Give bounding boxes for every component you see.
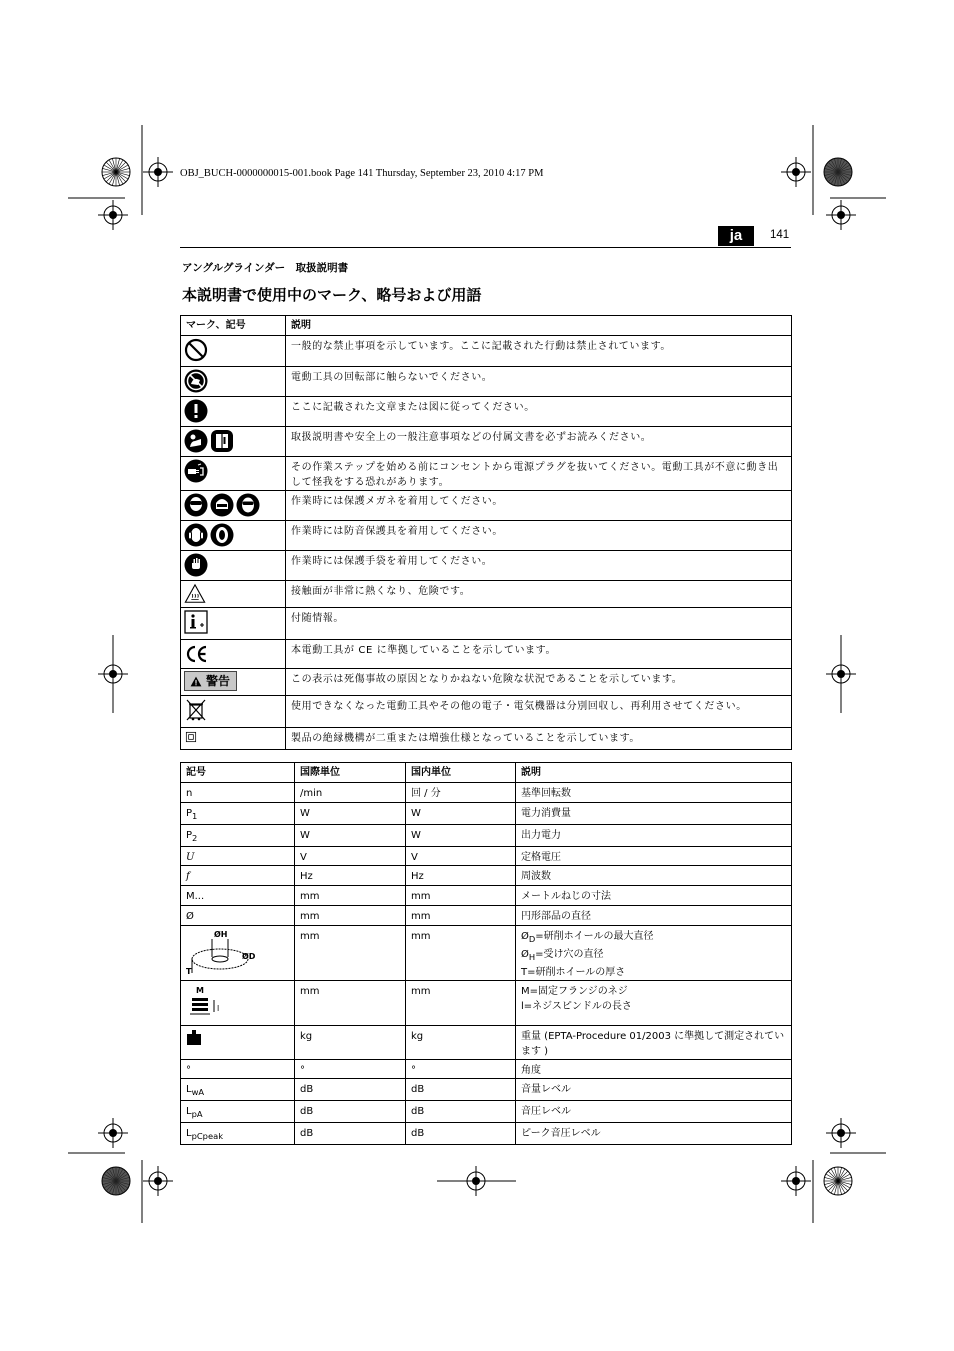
symbols-description-cell: 取扱説明書や安全上の一般注意事項などの付属文書を必ずお読みください。 xyxy=(286,427,792,457)
registration-crosshair xyxy=(143,157,173,187)
registration-crosshair xyxy=(826,1118,856,1148)
unit-symbol: M... xyxy=(186,891,205,902)
document-title: アングルグラインダー 取扱説明書 xyxy=(182,262,349,274)
symbols-row xyxy=(181,427,792,457)
units-symbol-cell xyxy=(181,1101,295,1123)
units-symbol-cell xyxy=(181,866,295,886)
line-text: T=研削ホイールの厚さ xyxy=(521,967,626,978)
symbols-description-cell: 作業時には保護手袋を着用してください。 xyxy=(286,551,792,581)
registration-crosshair xyxy=(461,1166,491,1196)
hot-surface-icon xyxy=(184,583,206,605)
registration-crosshair xyxy=(826,659,856,689)
units-domestic-cell: W xyxy=(406,825,516,847)
read-manual-icon xyxy=(184,429,208,453)
description-line xyxy=(521,947,786,965)
units-domestic-cell: mm xyxy=(406,886,516,906)
description-line xyxy=(521,999,786,1014)
language-badge: ja xyxy=(718,226,754,246)
units-domestic-cell: ° xyxy=(406,1060,516,1079)
spindle-label-thread: M xyxy=(196,986,204,995)
units-row xyxy=(181,1101,792,1123)
units-row xyxy=(181,783,792,803)
units-domestic-cell: 回 / 分 xyxy=(406,783,516,803)
units-row xyxy=(181,866,792,886)
units-domestic-cell: mm xyxy=(406,926,516,981)
units-domestic-cell: dB xyxy=(406,1123,516,1145)
units-description-cell: 音量レベル xyxy=(516,1079,792,1101)
units-domestic-cell: Hz xyxy=(406,866,516,886)
line-subscript: H xyxy=(528,952,536,962)
symbols-description-cell: 作業時には防音保護具を着用してください。 xyxy=(286,521,792,551)
units-intl-cell: Hz xyxy=(295,866,406,886)
symbols-description-cell: 本電動工具が CE に準拠していることを示しています。 xyxy=(286,640,792,669)
symbols-table xyxy=(180,315,792,750)
units-table xyxy=(180,762,792,1145)
section-title: 本説明書で使用中のマーク、略号および用語 xyxy=(182,286,482,304)
weee-crossed-bin-icon xyxy=(184,698,208,722)
units-symbol-cell xyxy=(181,1123,295,1145)
symbols-description-cell: 使用できなくなった電動工具やその他の電子・電気機器は分別回収し、再利用させてください。 xyxy=(286,696,792,728)
units-description-cell xyxy=(516,926,792,981)
units-domestic-cell: mm xyxy=(406,981,516,1026)
ear-protection-icon xyxy=(210,523,234,547)
unit-symbol: n xyxy=(186,788,193,799)
units-description-cell: ピーク音圧レベル xyxy=(516,1123,792,1145)
symbols-header-mark: マーク、記号 xyxy=(181,316,286,336)
symbols-row xyxy=(181,728,792,750)
symbols-row xyxy=(181,521,792,551)
symbols-mark-cell xyxy=(181,640,286,669)
symbols-row xyxy=(181,640,792,669)
units-description-cell: メートルねじの寸法 xyxy=(516,886,792,906)
units-row xyxy=(181,1123,792,1145)
unit-symbol-subscript: 1 xyxy=(192,811,198,821)
units-description-cell: 周波数 xyxy=(516,866,792,886)
symbols-row xyxy=(181,551,792,581)
symbols-mark-cell xyxy=(181,457,286,491)
units-symbol-cell xyxy=(181,906,295,926)
units-symbol-cell xyxy=(181,847,295,866)
units-intl-cell: dB xyxy=(295,1079,406,1101)
units-intl-cell: W xyxy=(295,803,406,825)
units-symbol-cell xyxy=(181,1079,295,1101)
spindle-label-length: l xyxy=(217,1004,220,1013)
registration-crosshair xyxy=(98,1118,128,1148)
description-line xyxy=(521,984,786,999)
description-line xyxy=(521,965,786,980)
line-text: =受け穴の直径 xyxy=(535,949,604,960)
spindle-thread-diagram-icon xyxy=(186,984,226,1020)
registration-target xyxy=(102,158,130,186)
symbols-mark-cell xyxy=(181,581,286,608)
symbols-description-cell: 電動工具の回転部に触らないでください。 xyxy=(286,367,792,397)
units-description-cell: 重量 (EPTA-Procedure 01/2003 に準拠して測定されています ) xyxy=(516,1026,792,1060)
symbols-mark-cell xyxy=(181,427,286,457)
unit-symbol: f xyxy=(186,871,190,882)
registration-crosshair xyxy=(781,157,811,187)
symbols-mark-cell xyxy=(181,551,286,581)
grinding-disc-diagram-icon xyxy=(186,929,260,975)
warning-badge-label: 警告 xyxy=(206,673,231,688)
disc-label-diameter: ØD xyxy=(242,952,256,961)
symbols-mark-cell xyxy=(181,367,286,397)
units-row xyxy=(181,847,792,866)
line-text: M=固定フランジのネジ xyxy=(521,986,628,997)
units-intl-cell: W xyxy=(295,825,406,847)
symbols-row xyxy=(181,397,792,427)
unit-symbol-subscript: 2 xyxy=(192,833,198,843)
units-intl-cell: dB xyxy=(295,1123,406,1145)
units-symbol-cell xyxy=(181,886,295,906)
unit-symbol: L xyxy=(186,1106,192,1117)
unit-symbol: Ø xyxy=(186,911,194,922)
line-prefix: Ø xyxy=(521,931,529,942)
units-domestic-cell: dB xyxy=(406,1101,516,1123)
symbols-mark-cell xyxy=(181,696,286,728)
units-intl-cell: mm xyxy=(295,926,406,981)
symbols-description-cell: 付随情報。 xyxy=(286,608,792,640)
units-row xyxy=(181,1060,792,1079)
disc-label-thickness: T xyxy=(186,967,192,975)
units-domestic-cell: V xyxy=(406,847,516,866)
ear-muffs-icon xyxy=(184,523,208,547)
warning-triangle-icon xyxy=(189,675,203,688)
registration-crosshair xyxy=(143,1166,173,1196)
units-intl-cell: mm xyxy=(295,906,406,926)
registration-crosshair xyxy=(781,1166,811,1196)
safety-goggles-icon xyxy=(184,493,208,517)
line-prefix: Ø xyxy=(521,949,529,960)
header-rule xyxy=(180,247,791,248)
disc-label-bore: ØH xyxy=(214,930,228,939)
information-icon xyxy=(184,610,208,634)
registration-crosshair xyxy=(98,200,128,230)
units-row xyxy=(181,1026,792,1060)
units-symbol-cell xyxy=(181,783,295,803)
symbols-mark-cell xyxy=(181,608,286,640)
units-domestic-cell: mm xyxy=(406,906,516,926)
symbols-mark-cell xyxy=(181,669,286,696)
units-intl-cell: /min xyxy=(295,783,406,803)
unit-symbol-subscript: pCpeak xyxy=(191,1131,224,1141)
unit-symbol: ° xyxy=(186,1065,191,1076)
symbols-mark-cell xyxy=(181,491,286,521)
unit-symbol: U xyxy=(186,852,195,863)
units-description-cell: 音圧レベル xyxy=(516,1101,792,1123)
symbols-header-description: 説明 xyxy=(286,316,792,336)
units-header-symbol: 記号 xyxy=(181,763,295,783)
page-number: 141 xyxy=(770,229,790,241)
units-description-cell: 電力消費量 xyxy=(516,803,792,825)
units-symbol-cell xyxy=(181,1060,295,1079)
units-row xyxy=(181,825,792,847)
symbols-description-cell: 作業時には保護メガネを着用してください。 xyxy=(286,491,792,521)
units-description-cell: 基準回転数 xyxy=(516,783,792,803)
line-text: =研削ホイールの最大直径 xyxy=(535,931,654,942)
symbols-row xyxy=(181,367,792,397)
units-row xyxy=(181,886,792,906)
units-description-cell: 角度 xyxy=(516,1060,792,1079)
units-domestic-cell: kg xyxy=(406,1026,516,1060)
mandatory-exclamation-icon xyxy=(184,399,208,423)
symbols-row xyxy=(181,696,792,728)
warning-badge-icon xyxy=(184,671,237,691)
symbols-mark-cell xyxy=(181,336,286,367)
symbols-row xyxy=(181,336,792,367)
unplug-icon xyxy=(184,459,208,483)
symbols-description-cell: 一般的な禁止事項を示しています。ここに記載された行動は禁止されています。 xyxy=(286,336,792,367)
symbols-row xyxy=(181,457,792,491)
units-description-cell: 定格電圧 xyxy=(516,847,792,866)
face-shield-icon xyxy=(210,493,234,517)
symbols-row xyxy=(181,581,792,608)
units-intl-cell: dB xyxy=(295,1101,406,1123)
symbols-row xyxy=(181,608,792,640)
prohibition-icon xyxy=(184,338,208,362)
units-intl-cell: V xyxy=(295,847,406,866)
symbols-description-cell: その作業ステップを始める前にコンセントから電源プラグを抜いてください。電動工具が不意に動き出して怪我をする恐れがあります。 xyxy=(286,457,792,491)
units-row xyxy=(181,906,792,926)
units-symbol-cell xyxy=(181,825,295,847)
units-description-cell: 円形部品の直径 xyxy=(516,906,792,926)
unit-symbol: P xyxy=(186,808,193,819)
units-domestic-cell: dB xyxy=(406,1079,516,1101)
units-description-cell: 出力電力 xyxy=(516,825,792,847)
units-domestic-cell: W xyxy=(406,803,516,825)
units-symbol-cell xyxy=(181,1026,295,1060)
units-row xyxy=(181,926,792,981)
line-subscript: D xyxy=(528,934,536,944)
units-row xyxy=(181,981,792,1026)
units-intl-cell: ° xyxy=(295,1060,406,1079)
symbols-description-cell: 接触面が非常に熱くなり、危険です。 xyxy=(286,581,792,608)
units-row xyxy=(181,1079,792,1101)
unit-symbol-subscript: pA xyxy=(191,1109,203,1119)
double-insulation-icon xyxy=(184,730,198,744)
registration-target xyxy=(824,158,852,186)
units-row xyxy=(181,803,792,825)
units-symbol-cell xyxy=(181,981,295,1026)
units-intl-cell: kg xyxy=(295,1026,406,1060)
registration-target xyxy=(102,1167,130,1195)
symbols-mark-cell xyxy=(181,728,286,750)
units-header-domestic-unit: 国内単位 xyxy=(406,763,516,783)
protective-gloves-icon xyxy=(184,553,208,577)
units-header-intl-unit: 国際単位 xyxy=(295,763,406,783)
unit-symbol: L xyxy=(186,1084,192,1095)
ce-mark-icon xyxy=(184,642,208,666)
no-touch-rotating-icon xyxy=(184,369,208,393)
protective-glasses-icon xyxy=(236,493,260,517)
registration-crosshair xyxy=(826,200,856,230)
registration-crosshair xyxy=(98,659,128,689)
unit-symbol-subscript: wA xyxy=(191,1087,205,1097)
book-info-line: OBJ_BUCH-0000000015-001.book Page 141 Thursday, September 23, 2010 4:17 PM xyxy=(180,168,544,179)
units-intl-cell: mm xyxy=(295,981,406,1026)
symbols-description-cell: ここに記載された文章または図に従ってください。 xyxy=(286,397,792,427)
units-header-description: 説明 xyxy=(516,763,792,783)
unit-symbol: P xyxy=(186,830,193,841)
registration-target xyxy=(824,1167,852,1195)
units-description-cell xyxy=(516,981,792,1026)
symbols-row xyxy=(181,491,792,521)
units-symbol-cell xyxy=(181,803,295,825)
symbols-mark-cell xyxy=(181,397,286,427)
line-text: l=ネジスピンドルの長さ xyxy=(521,1001,632,1012)
manual-book-icon xyxy=(210,429,234,453)
description-line xyxy=(521,929,786,947)
units-intl-cell: mm xyxy=(295,886,406,906)
symbols-mark-cell xyxy=(181,521,286,551)
units-symbol-cell xyxy=(181,926,295,981)
weight-icon xyxy=(186,1029,202,1045)
symbols-description-cell: 製品の絶縁機構が二重または増強仕様となっていることを示しています。 xyxy=(286,728,792,750)
symbols-description-cell: この表示は死傷事故の原因となりかねない危険な状況であることを示しています。 xyxy=(286,669,792,696)
unit-symbol: L xyxy=(186,1128,192,1139)
symbols-row xyxy=(181,669,792,696)
